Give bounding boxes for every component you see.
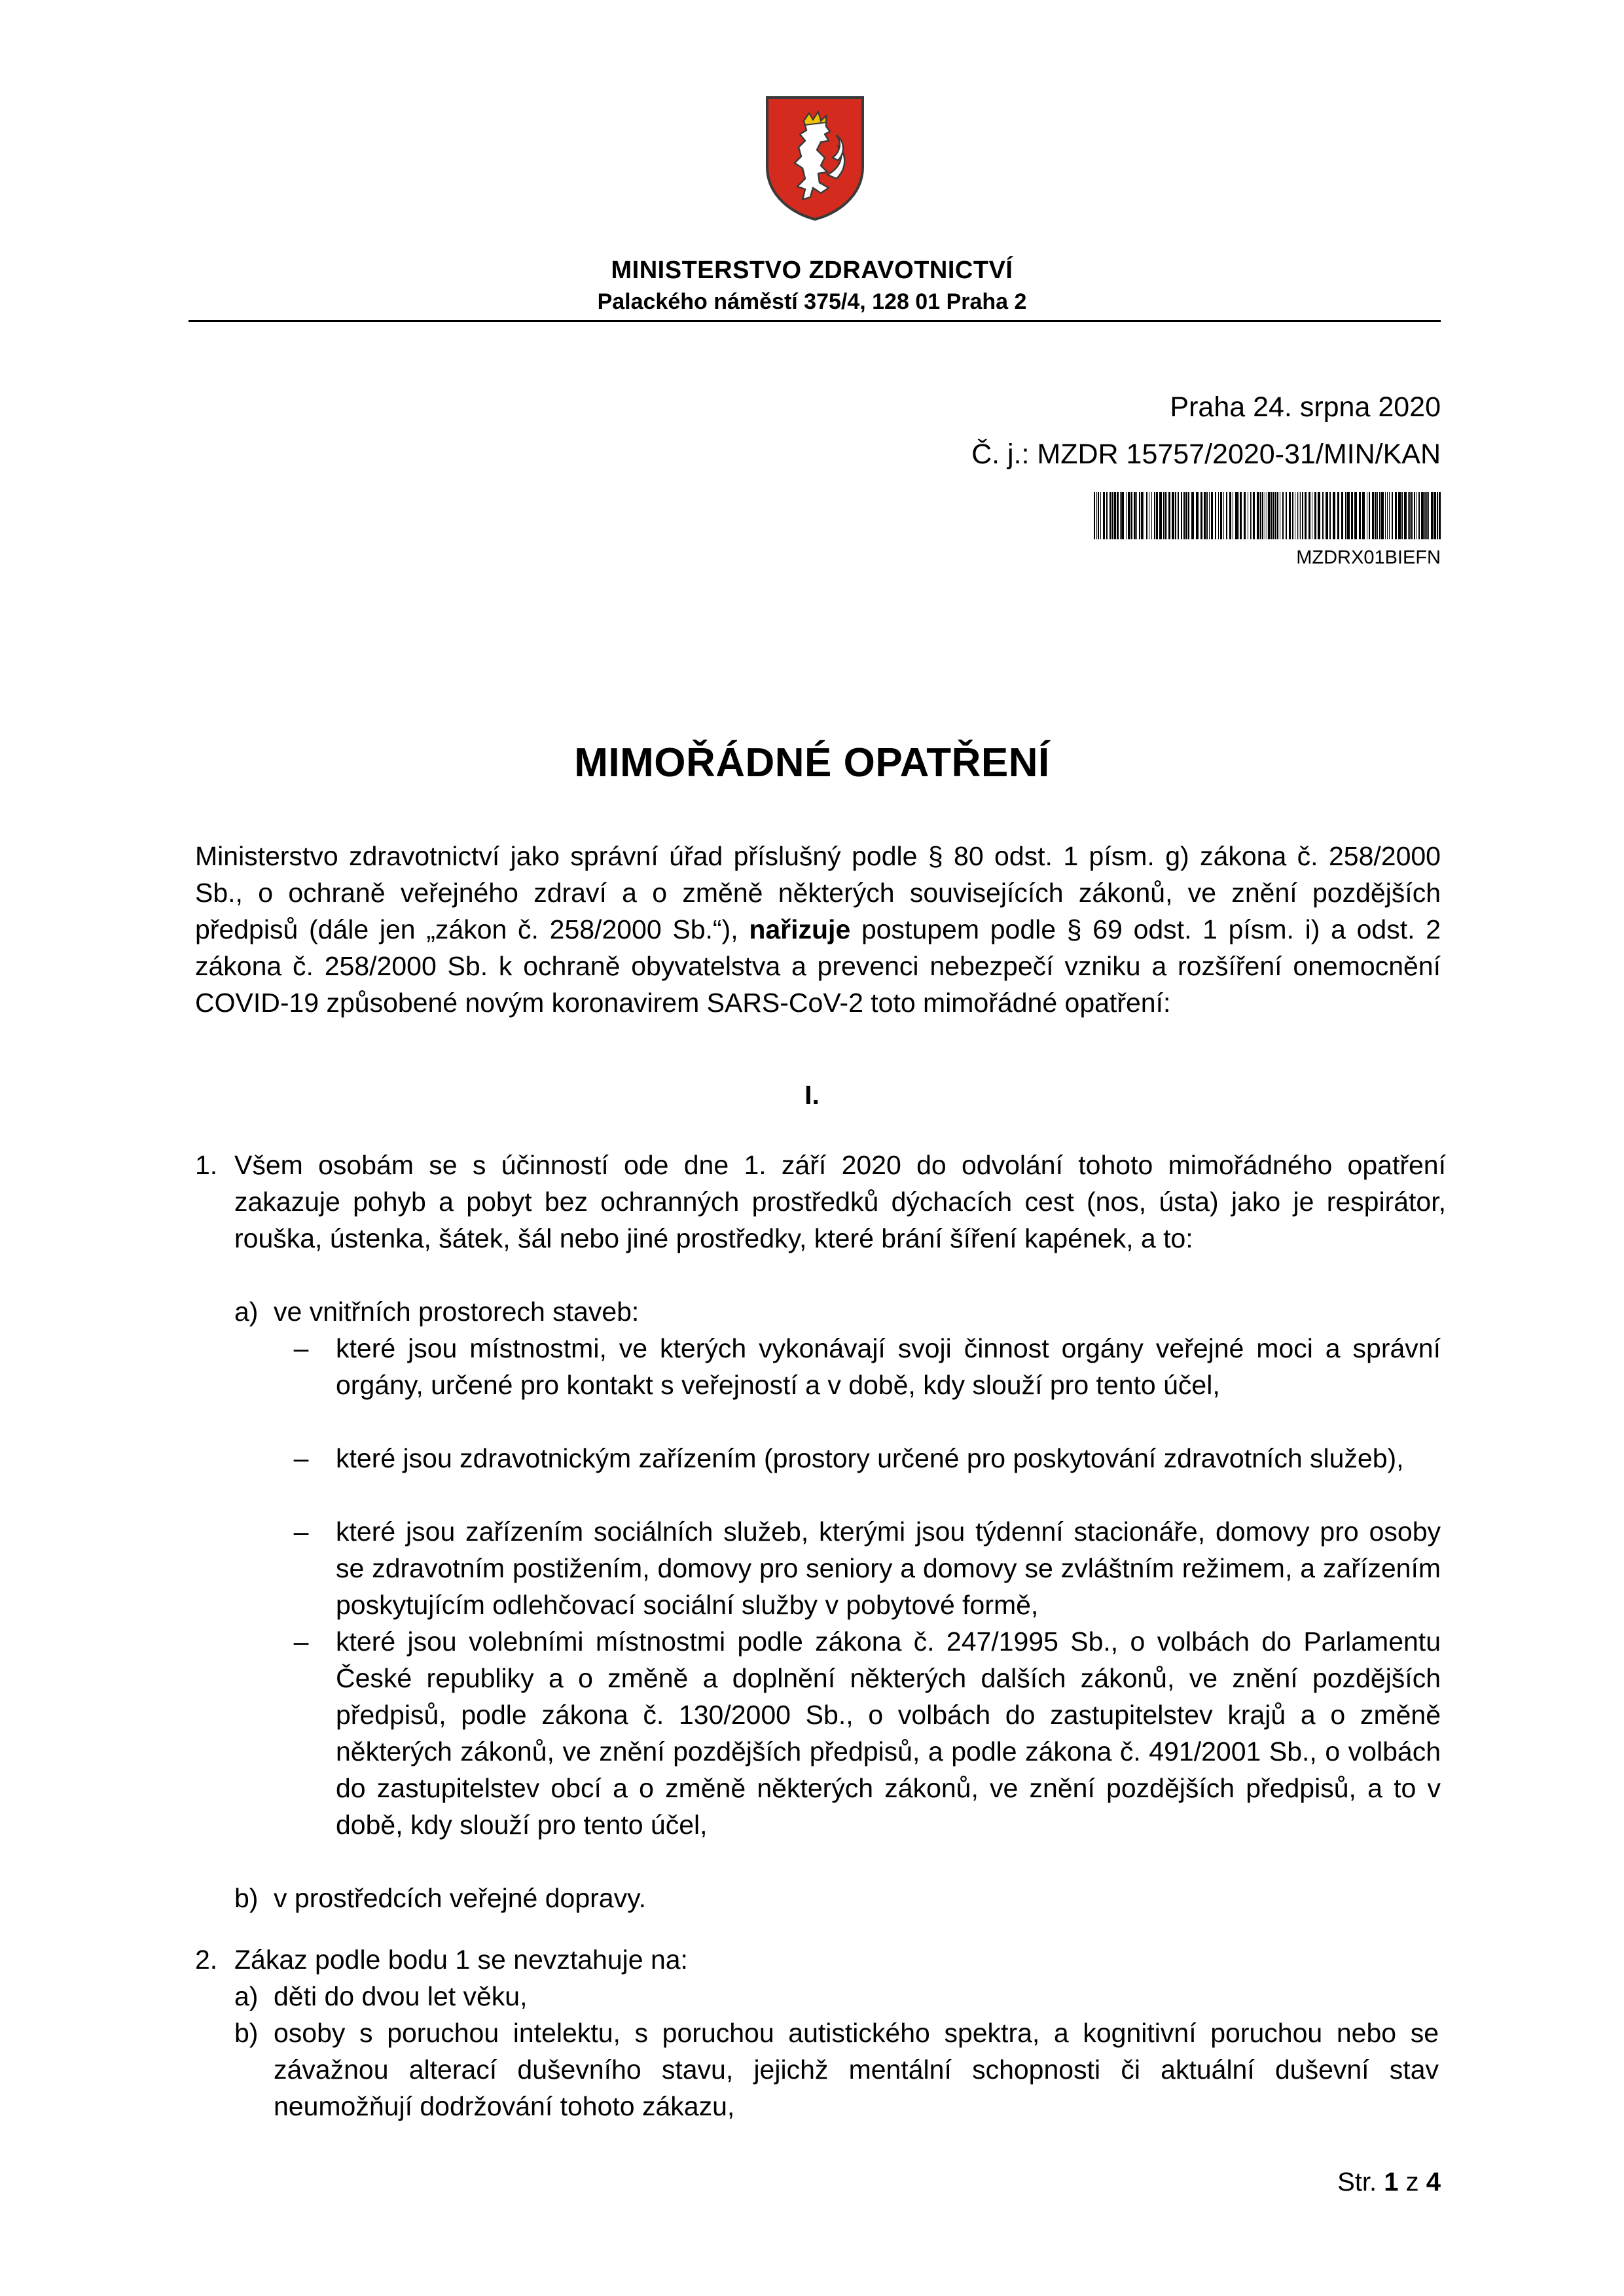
point-1-a-dash-4: které jsou volebními místnostmi podle zákona č. 247/1995 Sb., o volbách do Parlamentu České republiky a o změně a doplnění některých dalších zákonů, ve znění pozdějších předpisů, podle zákona č. 130/2000 Sb., o volbách do zastupitelstev krajů a o změně některých zákonů, ve znění pozdějších předpisů, a podle zákona č. 491/2001 Sb., o volbách do zastupitelstev obcí a o změně některých zákonů, ve znění pozdějších předpisů, a to v době, kdy slouží pro tento účel, [336,1626,1441,1840]
point-1-b-label: b) [234,1883,259,1913]
intro-paragraph [195,838,1441,1021]
point-2-a-label: a) [234,1981,259,2011]
dash-bullet-2: – [293,1443,309,1473]
point-1-text: Všem osobám se s účinností ode dne 1. září 2020 do odvolání tohoto mimořádného opatření zakazuje pohyb a pobyt bez ochranných prostředků dýchacích cest (nos, ústa) jako je respirátor, rouška, ústenka, šátek, šál nebo jiné prostředky, které brání šíření kapének, a to: [234,1150,1446,1253]
ministry-address: Palackého náměstí 375/4, 128 01 Praha 2 [597,289,1027,314]
point-1-a-dash-2: které jsou zdravotnickým zařízením (prostory určené pro poskytování zdravotních služeb), [336,1443,1404,1473]
document-date: Praha 24. srpna 2020 [1170,391,1441,423]
page-number-prefix: Str. [1337,2168,1384,2197]
point-1-a-dash-1: které jsou místnostmi, ve kterých vykonávají svoji činnost orgány veřejné moci a správní orgány, určené pro kontakt s veřejností a v době, kdy slouží pro tento účel, [336,1333,1441,1400]
czech-coat-of-arms-icon [765,95,865,222]
document-title: MIMOŘÁDNÉ OPATŘENÍ [574,740,1050,785]
point-2-number: 2. [195,1945,218,1975]
section-label: I. [804,1080,820,1110]
page-number-current: 1 [1384,2168,1399,2197]
ministry-name: MINISTERSTVO ZDRAVOTNICTVÍ [611,257,1013,284]
point-1-a-text: ve vnitřních prostorech staveb: [274,1297,640,1327]
dash-bullet-4: – [293,1626,309,1657]
point-1-number: 1. [195,1150,218,1180]
intro-bold-verb: nařizuje [749,914,851,944]
page-number-sep: z [1398,2168,1426,2197]
point-2-text: Zákaz podle bodu 1 se nevztahuje na: [234,1945,688,1975]
intro-text-end: postupem podle § 69 odst. 1 písm. i) a odst. 2 zákona č. 258/2000 Sb. k ochraně obyvatelstva a prevenci nebezpečí vzniku a rozšíření onemocnění COVID-19 způsobené novým koronavirem SARS-CoV-2 toto mimořádné opatření: [195,914,1441,1018]
dash-bullet-3: – [293,1516,309,1547]
point-2-b-label: b) [234,2018,259,2048]
point-2-b-text: osoby s poruchou intelektu, s poruchou autistického spektra, a kognitivní poruchou nebo se závažnou alterací duševního stavu, jejichž mentální schopnosti či aktuální duševní stav neumožňují dodržování tohoto zákazu, [274,2018,1439,2121]
intro-text-start: Ministerstvo zdravotnictví jako správní úřad příslušný podle § 80 odst. 1 písm. g) zákona č. 258/2000 Sb., o ochraně veřejného zdraví a o změně některých souvisejících zákonů, ve znění pozdějších předpisů (dále jen „zákon č. 258/2000 Sb.“), [195,841,1441,944]
dash-bullet-1: – [293,1333,309,1363]
point-1-a-label: a) [234,1297,259,1327]
barcode-icon [1094,492,1441,539]
reference-number: Č. j.: MZDR 15757/2020-31/MIN/KAN [971,439,1441,470]
page-number-total: 4 [1426,2168,1441,2197]
page-number [1337,2168,1441,2197]
point-1-a-dash-3: které jsou zařízením sociálních služeb, kterými jsou týdenní stacionáře, domovy pro osoby se zdravotním postižením, domovy pro seniory a domovy se zvláštním režimem, a zařízením poskytujícím odlehčovací sociální služby v pobytové formě, [336,1516,1441,1620]
header-divider [189,320,1441,322]
point-2-a-text: děti do dvou let věku, [274,1981,528,2011]
point-1-b-text: v prostředcích veřejné dopravy. [274,1883,646,1913]
barcode-code: MZDRX01BIEFN [1296,547,1441,568]
